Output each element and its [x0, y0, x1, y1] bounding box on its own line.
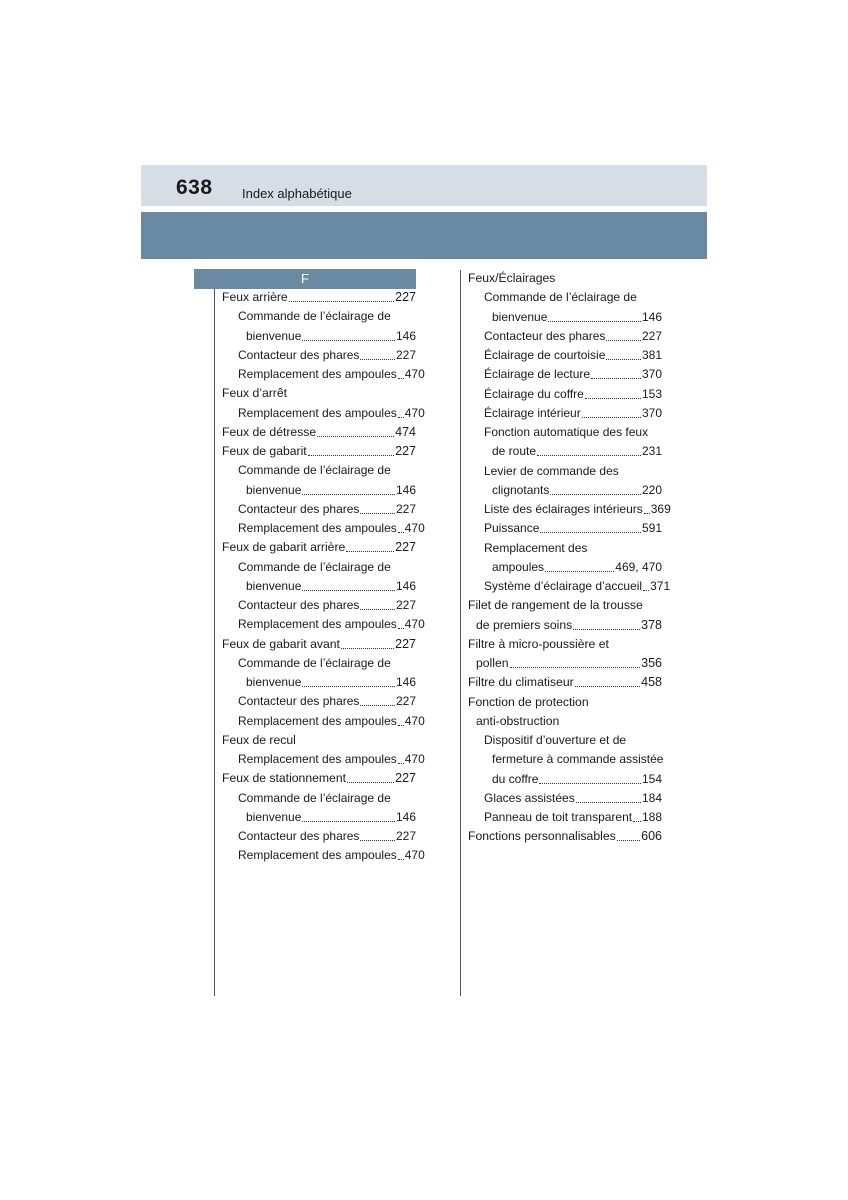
index-entry-text: Contacteur des phares [238, 829, 360, 843]
index-entry-page: 188 [641, 810, 662, 824]
dot-leader [582, 417, 641, 418]
dot-leader [617, 840, 640, 841]
right-column-rule [460, 270, 461, 996]
header-band [141, 212, 707, 259]
dot-leader [347, 782, 394, 783]
index-entry-text: Feux de gabarit arrière [222, 540, 346, 555]
dot-leader [539, 783, 640, 784]
index-entry [246, 577, 416, 596]
index-entry-text: Feux de gabarit [222, 444, 307, 458]
index-entry-text: Commande de l’éclairage de [238, 655, 391, 670]
index-entry [484, 288, 637, 307]
dot-leader [398, 628, 404, 629]
index-entry-text: Filtre à micro-poussière et [468, 636, 609, 651]
index-entry [238, 712, 425, 731]
index-entry-text: Contacteur des phares [484, 328, 606, 343]
dot-leader [398, 417, 404, 418]
dot-leader [302, 821, 395, 822]
index-entry [238, 461, 391, 480]
index-entry-page: 227 [395, 540, 416, 555]
index-entry-page: 470 [404, 405, 425, 420]
dot-leader [398, 763, 404, 764]
index-entry-text: Contacteur des phares [238, 501, 360, 516]
index-entry-page: 153 [641, 386, 662, 401]
index-entry-text: Remplacement des [484, 540, 588, 555]
index-entry [222, 538, 416, 557]
index-entry-page: 370 [641, 405, 662, 420]
index-entry-text: Remplacement des ampoules [238, 367, 397, 381]
index-entry-page: 227 [395, 290, 416, 304]
index-entry-page: 146 [395, 578, 416, 593]
dot-leader [591, 378, 641, 379]
page-title: Index alphabétique [242, 186, 352, 201]
index-entry-text: bienvenue [246, 328, 302, 343]
index-entry-text: Glaces assistées [484, 790, 575, 805]
index-entry-text: Remplacement des ampoules [238, 405, 397, 420]
index-entry-page: 378 [641, 617, 662, 632]
dot-leader [302, 340, 395, 341]
index-entry [484, 327, 662, 346]
dot-leader [398, 725, 404, 726]
index-entry [484, 404, 662, 423]
index-entry-page: 227 [641, 328, 662, 343]
index-entry-text: Feux arrière [222, 290, 288, 304]
index-entry [476, 654, 662, 673]
index-entry-page: 470 [404, 617, 425, 632]
index-entry-page: 146 [641, 309, 662, 324]
index-entry-page: 227 [395, 501, 416, 516]
left-column-rule [214, 289, 215, 996]
dot-leader [398, 378, 404, 379]
index-entry-page: 370 [641, 367, 662, 382]
dot-leader [606, 340, 641, 341]
index-entry [222, 288, 416, 307]
index-entry-text: Feux de recul [222, 732, 296, 747]
index-entry [238, 500, 416, 519]
index-entry [492, 442, 662, 461]
dot-leader [545, 571, 614, 572]
index-entry-text: Filet de rangement de la trousse [468, 598, 643, 613]
index-entry [484, 385, 662, 404]
page-number: 638 [176, 176, 213, 199]
index-entry-page: 458 [641, 675, 662, 690]
dot-leader [573, 629, 640, 630]
index-entry-text: Commande de l’éclairage de [238, 790, 391, 805]
dot-leader [550, 494, 641, 495]
dot-leader [360, 705, 395, 706]
index-entry [492, 558, 662, 577]
index-entry-text: Feux/Éclairages [468, 271, 556, 285]
index-entry-page: 227 [395, 444, 416, 458]
index-entry [222, 769, 416, 788]
index-entry-page: 184 [641, 790, 662, 805]
index-entry-text: bienvenue [246, 482, 302, 497]
index-entry [492, 481, 662, 500]
index-entry-text: Feux de détresse [222, 424, 317, 439]
index-entry-text: Commande de l’éclairage de [238, 309, 391, 324]
index-entry [468, 635, 609, 654]
dot-leader [537, 455, 641, 456]
index-entry [238, 558, 391, 577]
index-entry-text: Puissance [484, 521, 540, 536]
index-entry-text: Commande de l’éclairage de [484, 290, 637, 305]
index-entry-page: 227 [395, 771, 416, 786]
index-entry-text: Éclairage du coffre [484, 386, 584, 401]
index-entry [238, 404, 425, 423]
index-entry [476, 616, 662, 635]
index-entry-page: 227 [395, 598, 416, 612]
index-entry-text: bienvenue [492, 309, 548, 324]
index-entry [484, 539, 587, 558]
dot-leader [575, 686, 640, 687]
index-entry-text: Feux d’arrêt [222, 386, 288, 401]
index-entry-page: 146 [395, 675, 416, 689]
index-entry-text: Liste des éclairages intérieurs [484, 502, 643, 516]
index-entry-text: Dispositif d’ouverture et de [484, 733, 627, 747]
index-entry [468, 827, 662, 846]
index-entry-text: Éclairage intérieur [484, 405, 581, 420]
index-entry-text: du coffre [492, 771, 539, 786]
index-entry [238, 519, 425, 538]
index-entry-page: 227 [395, 636, 416, 651]
index-entry [238, 789, 391, 808]
index-entry [238, 827, 416, 846]
index-entry-text: Contacteur des phares [238, 694, 360, 709]
index-entry-text: de premiers soins [476, 617, 573, 632]
index-entry-text: ampoules [492, 559, 545, 574]
index-entry-text: pollen [476, 656, 509, 670]
index-entry-text: Fonctions personnalisables [468, 829, 616, 844]
index-entry [484, 365, 662, 384]
dot-leader [302, 494, 395, 495]
index-entry-text: Remplacement des ampoules [238, 521, 397, 535]
index-entry [246, 808, 416, 827]
index-entry [238, 654, 391, 673]
index-entry [468, 596, 643, 615]
index-entry [246, 481, 416, 500]
dot-leader [346, 551, 394, 552]
dot-leader [548, 321, 641, 322]
index-entry [222, 423, 416, 442]
index-entry-text: Remplacement des ampoules [238, 752, 397, 766]
index-entry [222, 384, 287, 403]
dot-leader [606, 359, 641, 360]
index-entry-page: 469, 470 [615, 559, 662, 574]
index-entry [222, 731, 296, 750]
index-entry-page: 220 [641, 482, 662, 497]
dot-leader [398, 532, 404, 533]
index-entry-page: 470 [404, 713, 425, 728]
dot-leader [360, 609, 395, 610]
index-entry-text: Feux de gabarit avant [222, 636, 340, 651]
index-entry-page: 231 [641, 444, 662, 459]
index-entry-text: anti-obstruction [476, 713, 560, 728]
index-entry [468, 269, 555, 288]
dot-leader [308, 455, 394, 456]
dot-leader [302, 590, 395, 591]
index-entry-text: Éclairage de courtoisie [484, 348, 606, 362]
index-entry-page: 381 [641, 348, 662, 362]
index-entry [238, 615, 425, 634]
index-entry-text: Fonction de protection [468, 694, 589, 709]
dot-leader [510, 667, 641, 668]
index-entry-text: Système d’éclairage d’accueil [484, 579, 643, 593]
index-entry [222, 442, 416, 461]
index-entry-text: Feux de stationnement [222, 771, 346, 786]
index-entry [246, 673, 416, 692]
index-entry-text: Commande de l’éclairage de [238, 559, 391, 574]
index-entry-text: fermeture à commande assistée [492, 752, 664, 767]
index-entry [484, 519, 662, 538]
index-entry-text: bienvenue [246, 809, 302, 824]
index-entry [492, 770, 662, 789]
index-entry-page: 470 [404, 367, 425, 381]
index-entry [468, 693, 589, 712]
dot-leader [317, 436, 394, 437]
index-entry-page: 606 [641, 829, 662, 844]
index-entry [484, 462, 619, 481]
index-entry-text: Contacteur des phares [238, 347, 360, 362]
dot-leader [360, 840, 395, 841]
dot-leader [341, 648, 394, 649]
index-entry-text: Éclairage de lecture [484, 367, 591, 382]
index-entry [238, 596, 416, 615]
index-entry-text: Remplacement des ampoules [238, 617, 397, 632]
index-entry-page: 591 [641, 521, 662, 536]
index-entry-page: 227 [395, 694, 416, 709]
index-entry-text: de route [492, 444, 537, 459]
index-entry [484, 500, 671, 519]
index-entry-text: bienvenue [246, 578, 302, 593]
index-entry [238, 307, 391, 326]
index-entry-text: Panneau de toit transparent [484, 810, 633, 824]
index-entry-text: Remplacement des ampoules [238, 848, 397, 863]
index-entry-text: Levier de commande des [484, 463, 619, 478]
index-entry [238, 346, 416, 365]
index-entry-page: 369 [650, 502, 671, 516]
header-bar [141, 165, 707, 206]
index-entry-page: 146 [395, 809, 416, 824]
index-entry [484, 423, 648, 442]
dot-leader [644, 513, 650, 514]
index-entry [476, 712, 559, 731]
dot-leader [360, 513, 395, 514]
index-entry-page: 470 [404, 752, 425, 766]
index-entry [468, 673, 662, 692]
index-entry-page: 470 [404, 848, 425, 863]
index-entry [484, 789, 662, 808]
index-entry [238, 846, 425, 865]
dot-leader [540, 532, 641, 533]
dot-leader [585, 398, 641, 399]
index-entry [484, 577, 671, 596]
index-entry-page: 227 [395, 347, 416, 362]
dot-leader [398, 859, 404, 860]
index-entry [246, 327, 416, 346]
index-entry-text: Commande de l’éclairage de [238, 463, 391, 478]
index-entry [238, 365, 425, 384]
dot-leader [289, 301, 394, 302]
index-entry-page: 470 [404, 521, 425, 535]
dot-leader [360, 359, 395, 360]
index-entry-text: Filtre du climatiseur [468, 675, 574, 690]
index-entry-text: clignotants [492, 482, 550, 497]
index-entry-page: 356 [641, 656, 662, 670]
index-entry-text: Remplacement des ampoules [238, 713, 397, 728]
dot-leader [576, 802, 641, 803]
dot-leader [633, 821, 641, 822]
index-entry-page: 146 [395, 482, 416, 497]
index-entry-page: 146 [395, 328, 416, 343]
index-entry [484, 731, 626, 750]
index-entry-page: 154 [641, 771, 662, 786]
index-entry-page: 227 [395, 829, 416, 843]
index-entry-text: Contacteur des phares [238, 598, 360, 612]
dot-leader [643, 590, 649, 591]
index-entry-page: 371 [650, 579, 671, 593]
index-entry [238, 750, 425, 769]
index-entry [484, 346, 662, 365]
index-entry [484, 808, 662, 827]
index-entry-text: Fonction automatique des feux [484, 425, 649, 439]
index-entry [492, 308, 662, 327]
index-entry-text: bienvenue [246, 675, 302, 689]
section-letter: F [194, 269, 416, 289]
index-entry [238, 692, 416, 711]
index-entry [492, 750, 663, 769]
index-entry [222, 635, 416, 654]
dot-leader [302, 686, 395, 687]
index-entry-page: 474 [395, 424, 416, 439]
